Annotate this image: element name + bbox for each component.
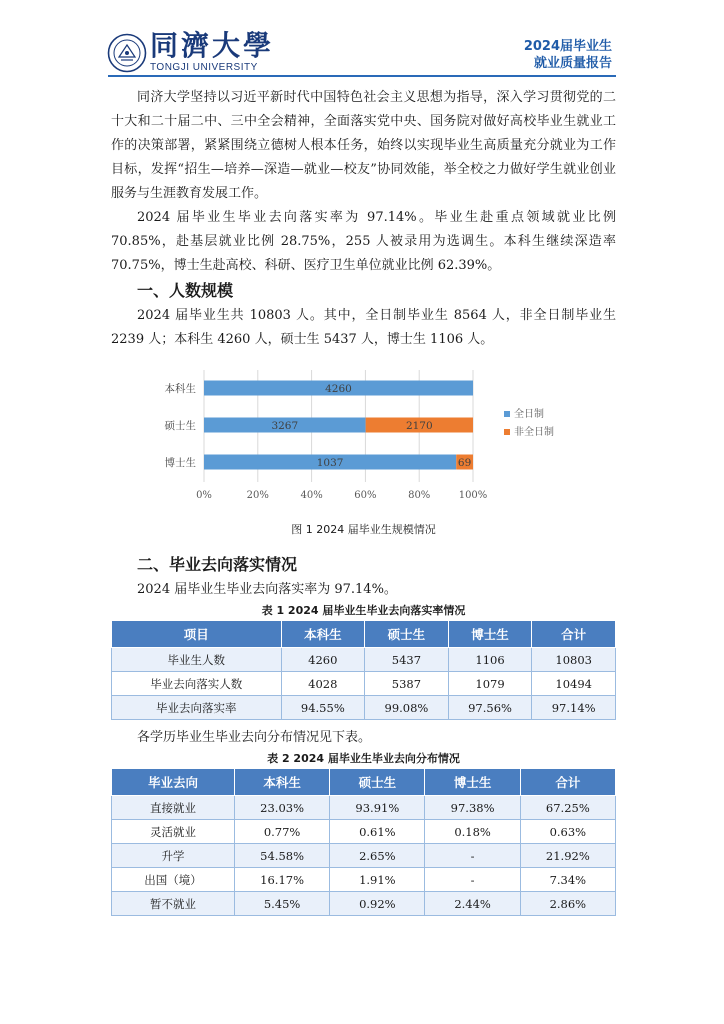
table-1-cell: 5437 <box>365 648 449 672</box>
table-2-header-cell: 硕士生 <box>330 769 425 796</box>
table-1-cell: 94.55% <box>281 696 365 720</box>
table-1-header-cell: 博士生 <box>448 621 532 648</box>
chart-legend-swatch <box>504 429 510 435</box>
table-2-cell: 0.92% <box>330 892 425 916</box>
table-1-cell: 10803 <box>532 648 616 672</box>
table-2-cell: - <box>425 844 520 868</box>
chart-legend-swatch <box>504 411 510 417</box>
figure-1-caption: 图 1 2024 届毕业生规模情况 <box>291 523 436 536</box>
section-2-heading: 二、毕业去向落实情况 <box>137 555 298 574</box>
table-2-row <box>112 892 616 916</box>
chart-category-label: 本科生 <box>164 383 196 395</box>
table-2-cell: 暂不就业 <box>112 892 235 916</box>
university-seal-icon <box>107 33 147 73</box>
table-1-cell: 5387 <box>365 672 449 696</box>
table-2-intro: 各学历毕业生毕业去向分布情况见下表。 <box>137 730 372 745</box>
table-2-cell: 直接就业 <box>112 796 235 820</box>
table-2-cell: 2.65% <box>330 844 425 868</box>
table-2-cell: 67.25% <box>520 796 615 820</box>
chart-x-tick-label: 80% <box>408 490 431 501</box>
chart-x-tick-label: 60% <box>354 490 377 501</box>
table-2-cell: 0.63% <box>520 820 615 844</box>
table-1-header-cell: 项目 <box>112 621 282 648</box>
table-1-cell: 10494 <box>532 672 616 696</box>
table-1-cell: 99.08% <box>365 696 449 720</box>
table-2-cell: 23.03% <box>234 796 329 820</box>
table-1-cell: 1079 <box>448 672 532 696</box>
table-1-row <box>112 648 616 672</box>
table-2-header-cell: 本科生 <box>234 769 329 796</box>
table-2-cell: 54.58% <box>234 844 329 868</box>
table-2-cell: 灵活就业 <box>112 820 235 844</box>
intro-paragraph-1: 同济大学坚持以习近平新时代中国特色社会主义思想为指导，深入学习贯彻党的二十大和二十届二中、三中全会精神，全面落实党中央、国务院对做好高校毕业生就业工作的决策部署，紧紧围绕立德树人根本任务，始终以实现毕业生高质量充分就业为工作目标，发挥“招生—培养—深造—就业—校友”协同效能，举全校之力做好学生就业创业服务与生涯教育发展工作。 <box>111 90 616 201</box>
chart-data-label: 2170 <box>405 420 433 432</box>
table-2-cell: 2.44% <box>425 892 520 916</box>
table-2-header-cell: 毕业去向 <box>112 769 235 796</box>
table-1-cell: 1106 <box>448 648 532 672</box>
chart-x-tick-label: 40% <box>300 490 323 501</box>
intro-paragraph-2: 2024 届毕业生毕业去向落实率为 97.14%。毕业生赴重点领域就业比例 70.85%，赴基层就业比例 28.75%，255 人被录用为选调生。本科生继续深造率 70.75%，博士生赴高校、科研、医疗卫生单位就业比例 62.39%。 <box>111 210 616 273</box>
table-2-header-cell: 合计 <box>520 769 615 796</box>
section-2-text: 2024 届毕业生毕业去向落实率为 97.14%。 <box>137 582 397 597</box>
chart-x-tick-label: 100% <box>458 490 488 501</box>
table-1-cell: 毕业生人数 <box>112 648 282 672</box>
table-2-header-row <box>112 769 616 796</box>
table-1-cell: 97.56% <box>448 696 532 720</box>
table-2-row <box>112 844 616 868</box>
chart-category-label: 博士生 <box>164 457 196 469</box>
scale-chart-svg <box>111 366 616 516</box>
chart-legend-label: 非全日制 <box>514 427 554 438</box>
logo-english-name: TONGJI UNIVERSITY <box>150 62 258 73</box>
table-1-cell: 4028 <box>281 672 365 696</box>
table-2-row <box>112 820 616 844</box>
table-2-cell: 0.61% <box>330 820 425 844</box>
document-body <box>111 86 616 916</box>
table-1-header-cell: 合计 <box>532 621 616 648</box>
chart-data-label: 69 <box>457 457 472 469</box>
table-2-cell: 21.92% <box>520 844 615 868</box>
chart-legend-label: 全日制 <box>514 409 544 420</box>
chart-x-tick-label: 20% <box>246 490 269 501</box>
table-2-cell: 16.17% <box>234 868 329 892</box>
report-title-line2: 就业质量报告 <box>533 56 612 71</box>
chart-category-label: 硕士生 <box>164 420 196 432</box>
table-2-header-cell: 博士生 <box>425 769 520 796</box>
table-1-caption: 表 1 2024 届毕业生毕业去向落实率情况 <box>261 604 466 617</box>
table-2-cell: 升学 <box>112 844 235 868</box>
table-2-cell: 1.91% <box>330 868 425 892</box>
table-2-cell: 97.38% <box>425 796 520 820</box>
page-header <box>0 0 724 80</box>
chart-x-tick-label: 0% <box>196 490 212 501</box>
table-1-row <box>112 672 616 696</box>
report-title-line1: 2024届毕业生 <box>523 39 612 54</box>
header-divider <box>108 75 616 77</box>
table-1-cell: 97.14% <box>532 696 616 720</box>
table-2-cell: 5.45% <box>234 892 329 916</box>
table-2-cell: 93.91% <box>330 796 425 820</box>
destination-distribution-table <box>111 768 616 916</box>
table-1-cell: 4260 <box>281 648 365 672</box>
placement-rate-table <box>111 620 616 720</box>
table-1-cell: 毕业去向落实率 <box>112 696 282 720</box>
logo-chinese-name: 同濟大學 <box>150 29 275 62</box>
table-2-caption: 表 2 2024 届毕业生毕业去向分布情况 <box>267 752 460 765</box>
table-2-row <box>112 796 616 820</box>
table-1-header-cell: 本科生 <box>281 621 365 648</box>
section-1-heading: 一、人数规模 <box>137 281 234 300</box>
table-2-cell: 2.86% <box>520 892 615 916</box>
section-1-text: 2024 届毕业生共 10803 人。其中，全日制毕业生 8564 人，非全日制毕业生 2239 人；本科生 4260 人，硕士生 5437 人，博士生 1106 人。 <box>111 308 616 347</box>
table-2-cell: 0.77% <box>234 820 329 844</box>
table-2-row <box>112 868 616 892</box>
scale-chart <box>111 366 616 516</box>
table-2-cell: 出国（境） <box>112 868 235 892</box>
table-1-cell: 毕业去向落实人数 <box>112 672 282 696</box>
report-title <box>524 38 612 72</box>
table-1-row <box>112 696 616 720</box>
table-2-cell: 7.34% <box>520 868 615 892</box>
table-2-cell: 0.18% <box>425 820 520 844</box>
chart-data-label: 3267 <box>271 420 299 432</box>
table-1-header-row <box>112 621 616 648</box>
chart-data-label: 4260 <box>325 383 352 395</box>
table-1-header-cell: 硕士生 <box>365 621 449 648</box>
chart-data-label: 1037 <box>316 457 344 469</box>
table-2-cell: - <box>425 868 520 892</box>
